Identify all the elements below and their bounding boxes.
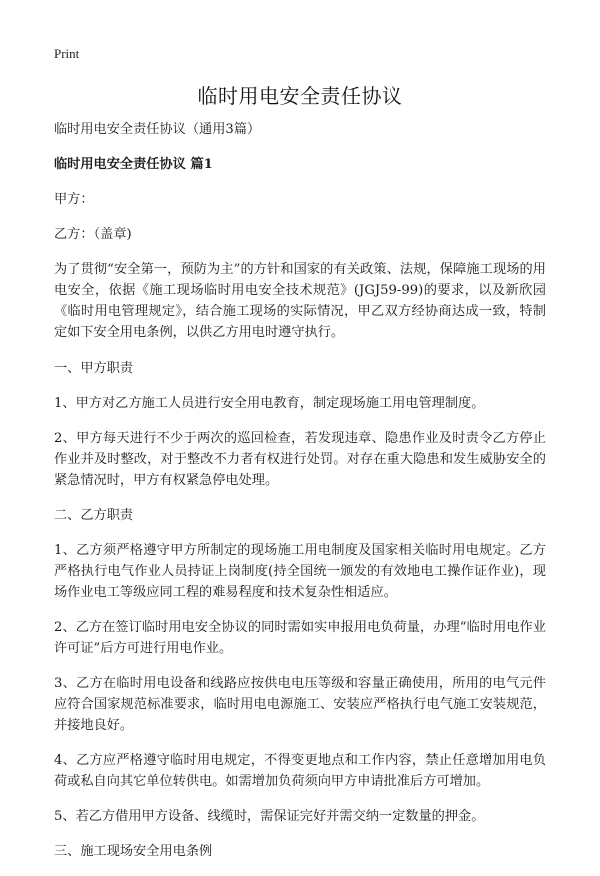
part-c-heading: 三、施工现场安全用电条例 xyxy=(54,844,213,859)
part-a-heading: 一、甲方职责 xyxy=(54,361,134,376)
part-b-item-3: 3、乙方在临时用电设备和线路应按供电电压等级和容量正确使用，所用的电气元件应符合国家规范标准要求，临时用电电源施工、安装应严格执行电气施工安装规范，并接地良好。 xyxy=(54,676,546,733)
part-a-item-1: 1、甲方对乙方施工人员进行安全用电教育，制定现场施工用电管理制度。 xyxy=(54,396,485,411)
part-b-heading: 二、乙方职责 xyxy=(54,508,134,523)
document-body xyxy=(54,119,546,876)
document-title: 临时用电安全责任协议 xyxy=(197,84,403,108)
part-a-item-2: 2、甲方每天进行不少于两次的巡回检查，若发现违章、隐患作业及时责令乙方停止作业并及时整改，对于整改不力者有权进行处罚。对存在重大隐患和发生威胁安全的紧急情况时，甲方有权紧急停电处理。 xyxy=(54,431,546,488)
party-a-line: 甲方： xyxy=(54,192,94,207)
party-b-line: 乙方：（盖章) xyxy=(54,227,132,242)
part-b-item-4: 4、乙方应严格遵守临时用电规定，不得变更地点和工作内容，禁止任意增加用电负荷或私自向其它单位转供电。如需增加负荷须向甲方申请批准后方可增加。 xyxy=(54,753,546,789)
part-b-item-1: 1、乙方须严格遵守甲方所制定的现场施工用电制度及国家相关临时用电规定。乙方严格执行电气作业人员持证上岗制度(持全国统一颁发的有效地电工操作证作业)，现场作业电工等级应同工程的难易程度和技术复杂性相适应。 xyxy=(54,543,546,600)
section-heading: 临时用电安全责任协议 篇1 xyxy=(54,157,213,172)
intro-paragraph: 为了贯彻“安全第一，预防为主”的方针和国家的有关政策、法规，保障施工现场的用电安全，依据《施工现场临时用电安全技术规范》(JGJ59-99)的要求，以及新欣园《临时用电管理规定》，结合施工现场的实际情况，甲乙双方经协商达成一致，特制定如下安全用电条例，以供乙方用电时遵守执行。 xyxy=(54,262,546,340)
part-b-item-5: 5、若乙方借用甲方设备、线缆时，需保证完好并需交纳一定数量的押金。 xyxy=(54,809,485,824)
print-label: Print xyxy=(54,46,80,61)
part-b-item-2: 2、乙方在签订临时用电安全协议的同时需如实申报用电负荷量，办理“临时用电作业许可证”后方可进行用电作业。 xyxy=(54,620,546,656)
document-subtitle: 临时用电安全责任协议（通用3篇） xyxy=(54,122,261,137)
